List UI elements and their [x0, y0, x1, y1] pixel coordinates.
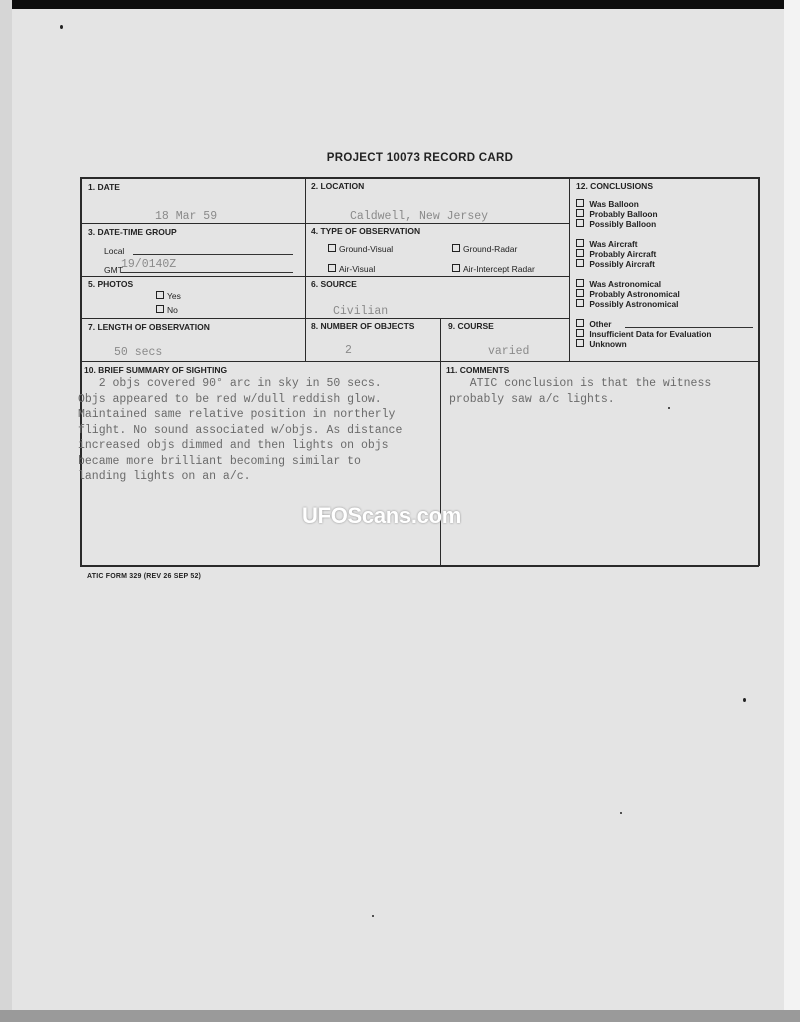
gmt-label: GMT	[104, 265, 123, 275]
divider	[80, 361, 759, 362]
location-value: Caldwell, New Jersey	[350, 210, 489, 223]
checkbox[interactable]	[576, 209, 584, 217]
conclusion-option[interactable]: Unknown	[576, 339, 627, 349]
comment-line: ATIC conclusion is that the witness	[449, 377, 712, 390]
checkbox[interactable]	[576, 239, 584, 247]
conclusion-option[interactable]: Probably Balloon	[576, 209, 658, 219]
checkbox[interactable]	[576, 299, 584, 307]
conclusion-option[interactable]: Other	[576, 319, 611, 329]
photos-yes-option[interactable]: Yes	[156, 291, 181, 301]
scan-edge-left	[0, 0, 12, 1022]
other-underline	[625, 327, 753, 328]
conclusion-option[interactable]: Probably Aircraft	[576, 249, 656, 259]
length-of-observation-label: 7. LENGTH OF OBSERVATION	[88, 322, 210, 332]
card-border-bottom	[80, 565, 759, 567]
form-number: ATIC FORM 329 (REV 26 SEP 52)	[87, 573, 202, 580]
checkbox[interactable]	[576, 199, 584, 207]
local-label: Local	[104, 246, 125, 256]
checkbox[interactable]	[576, 339, 584, 347]
brief-summary-text	[78, 376, 440, 496]
local-underline	[133, 254, 293, 255]
checkbox[interactable]	[452, 264, 460, 272]
checkbox[interactable]	[576, 329, 584, 337]
card-title: PROJECT 10073 RECORD CARD	[326, 152, 514, 164]
checkbox[interactable]	[156, 305, 164, 313]
scan-speck	[60, 25, 63, 29]
card-border-top	[80, 177, 759, 179]
gmt-underline	[121, 272, 293, 273]
comments-text	[449, 376, 755, 416]
scan-speck	[620, 812, 622, 814]
conclusion-option[interactable]: Probably Astronomical	[576, 289, 680, 299]
conclusion-option[interactable]: Was Balloon	[576, 199, 639, 209]
scan-speck	[372, 915, 374, 917]
date-label: 1. DATE	[88, 182, 120, 192]
gmt-value: 19/0140Z	[121, 258, 177, 271]
scan-speck	[743, 698, 746, 702]
card-border-left	[80, 177, 82, 566]
number-of-objects-value: 2	[345, 344, 352, 357]
ground-visual-option[interactable]: Ground-Visual	[328, 244, 393, 254]
date-value: 18 Mar 59	[155, 210, 218, 223]
photos-no-option[interactable]: No	[156, 305, 178, 315]
course-label: 9. COURSE	[448, 321, 494, 331]
date-time-group-label: 3. DATE-TIME GROUP	[88, 227, 177, 237]
checkbox[interactable]	[576, 289, 584, 297]
checkbox[interactable]	[328, 244, 336, 252]
scan-edge-top	[0, 0, 800, 9]
location-label: 2. LOCATION	[311, 181, 365, 191]
divider	[80, 276, 569, 277]
card-border-right	[758, 177, 760, 566]
photos-label: 5. PHOTOS	[88, 279, 134, 289]
length-of-observation-value: 50 secs	[114, 346, 163, 359]
brief-summary-label: 10. BRIEF SUMMARY OF SIGHTING	[84, 365, 228, 375]
conclusion-option[interactable]: Insufficient Data for Evaluation	[576, 329, 711, 339]
divider	[80, 318, 569, 319]
scan-edge-right	[784, 0, 800, 1022]
watermark: UFOScans.com	[302, 503, 462, 528]
checkbox[interactable]	[156, 291, 164, 299]
comment-line: probably saw a/c lights.	[449, 392, 615, 406]
summary-line: landing lights on an a/c.	[78, 470, 251, 483]
source-label: 6. SOURCE	[311, 279, 357, 289]
checkbox[interactable]	[576, 319, 584, 327]
summary-line: flight. No sound associated w/objs. As distance	[78, 423, 403, 437]
checkbox[interactable]	[576, 249, 584, 257]
air-visual-option[interactable]: Air-Visual	[328, 264, 375, 274]
conclusions-label: 12. CONCLUSIONS	[576, 181, 653, 191]
checkbox[interactable]	[328, 264, 336, 272]
type-of-observation-label: 4. TYPE OF OBSERVATION	[311, 226, 421, 236]
summary-line: increased objs dimmed and then lights on objs	[78, 439, 389, 452]
conclusion-option[interactable]: Possibly Balloon	[576, 219, 656, 229]
conclusion-option[interactable]: Was Astronomical	[576, 279, 661, 289]
conclusion-option[interactable]: Was Aircraft	[576, 239, 638, 249]
ground-radar-option[interactable]: Ground-Radar	[452, 244, 517, 254]
air-intercept-radar-option[interactable]: Air-Intercept Radar	[452, 264, 535, 274]
scan-edge-bottom	[0, 1010, 800, 1022]
conclusion-option[interactable]: Possibly Aircraft	[576, 259, 655, 269]
divider	[80, 223, 569, 224]
source-value: Civilian	[333, 305, 389, 318]
number-of-objects-label: 8. NUMBER OF OBJECTS	[311, 321, 415, 331]
summary-line: Maintained same relative position in northerly	[78, 408, 396, 421]
summary-line: 2 objs covered 90° arc in sky in 50 secs.	[78, 377, 382, 390]
checkbox[interactable]	[576, 279, 584, 287]
comments-label: 11. COMMENTS	[446, 365, 510, 375]
checkbox[interactable]	[452, 244, 460, 252]
summary-line: Objs appeared to be red w/dull reddish glow.	[78, 392, 382, 406]
checkbox[interactable]	[576, 219, 584, 227]
divider	[569, 177, 570, 361]
divider	[305, 177, 306, 361]
conclusion-option[interactable]: Possibly Astronomical	[576, 299, 678, 309]
summary-line: became more brilliant becoming similar to	[78, 454, 361, 468]
checkbox[interactable]	[576, 259, 584, 267]
course-value: varied	[488, 345, 530, 358]
